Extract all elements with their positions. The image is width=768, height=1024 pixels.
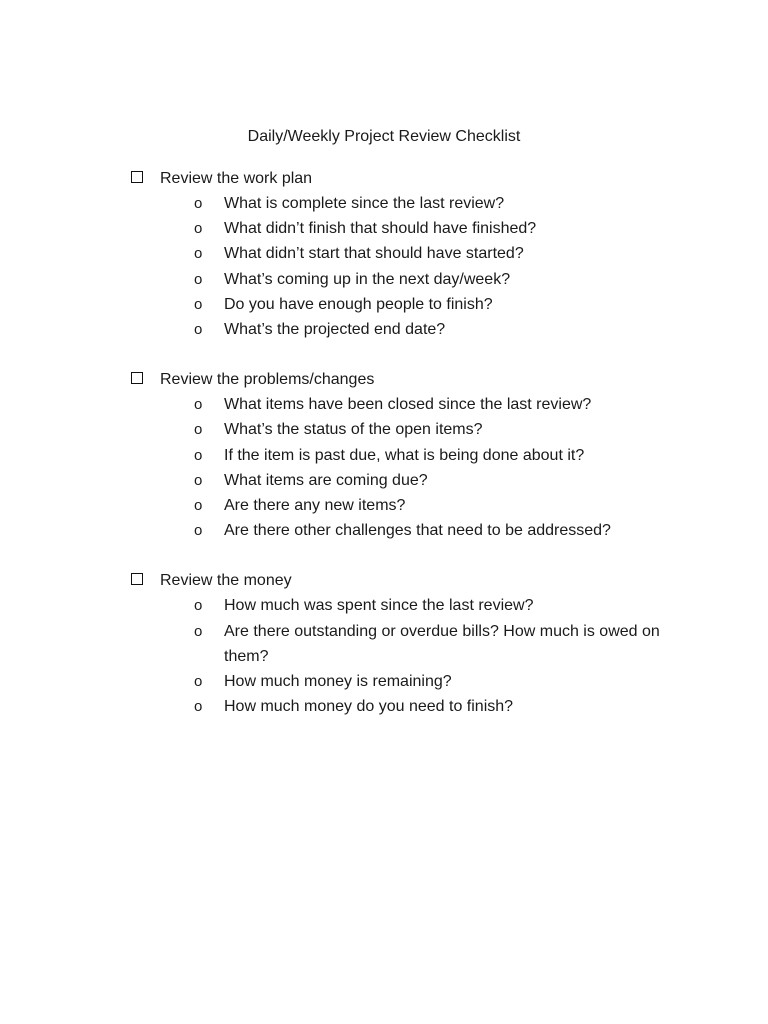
question-text: Are there outstanding or overdue bills? How much is owed on them?	[224, 622, 660, 665]
bullet-icon: o	[194, 597, 203, 615]
checklist	[130, 166, 690, 744]
question-text: What items are coming due?	[224, 471, 428, 489]
bullet-icon: o	[194, 522, 203, 540]
bullet-icon: o	[194, 321, 203, 339]
question-item	[130, 669, 690, 694]
question-item	[130, 292, 690, 317]
question-item	[130, 392, 690, 417]
question-item	[130, 694, 690, 719]
bullet-icon: o	[194, 622, 203, 640]
bullet-icon: o	[194, 295, 203, 313]
question-item	[130, 443, 690, 468]
question-item	[130, 518, 690, 543]
checklist-section-money	[130, 568, 690, 719]
bullet-icon: o	[194, 195, 203, 212]
section-heading	[130, 568, 690, 593]
section-heading	[130, 367, 690, 392]
checklist-section-work-plan	[130, 166, 690, 342]
question-text: How much money do you need to finish?	[224, 698, 514, 716]
question-text: Are there any new items?	[224, 497, 406, 515]
bullet-icon: o	[194, 396, 203, 414]
question-item	[130, 191, 690, 216]
question-item	[130, 417, 690, 442]
question-item	[130, 468, 690, 493]
question-item	[130, 267, 690, 292]
question-item	[130, 241, 690, 266]
section-heading	[130, 166, 690, 191]
question-text: What’s the projected end date?	[224, 321, 446, 339]
question-list	[130, 191, 690, 342]
checkbox-icon[interactable]	[131, 573, 143, 585]
question-text: How much money is remaining?	[224, 673, 452, 691]
bullet-icon: o	[194, 245, 203, 263]
bullet-icon: o	[194, 220, 203, 238]
question-item	[130, 619, 690, 669]
checkbox-icon[interactable]	[131, 372, 143, 384]
checklist-section-problems-changes	[130, 367, 690, 543]
bullet-icon: o	[194, 698, 203, 716]
question-text: How much was spent since the last review?	[224, 597, 534, 615]
question-text: Are there other challenges that need to be addressed?	[224, 522, 611, 540]
question-item	[130, 493, 690, 518]
bullet-icon: o	[194, 421, 203, 439]
question-item	[130, 317, 690, 342]
question-text: What items have been closed since the last review?	[224, 396, 592, 414]
section-heading-text: Review the work plan	[160, 170, 313, 187]
bullet-icon: o	[194, 471, 203, 489]
bullet-icon: o	[194, 673, 203, 691]
bullet-icon: o	[194, 270, 203, 288]
section-heading-text: Review the money	[160, 572, 292, 590]
question-text: Do you have enough people to finish?	[224, 295, 493, 313]
question-item	[130, 593, 690, 618]
checkbox-icon[interactable]	[131, 171, 143, 183]
question-text: What’s coming up in the next day/week?	[224, 270, 511, 288]
bullet-icon: o	[194, 497, 203, 515]
question-list	[130, 593, 690, 719]
section-heading-text: Review the problems/changes	[160, 371, 375, 389]
question-text: What is complete since the last review?	[224, 195, 505, 212]
document-title: Daily/Weekly Project Review Checklist	[247, 128, 521, 145]
question-item	[130, 216, 690, 241]
question-list	[130, 392, 690, 543]
bullet-icon: o	[194, 446, 203, 464]
question-text: What didn’t start that should have started?	[224, 245, 524, 263]
question-text: What’s the status of the open items?	[224, 421, 483, 439]
question-text: If the item is past due, what is being done about it?	[224, 446, 585, 464]
question-text: What didn’t finish that should have finished?	[224, 220, 537, 238]
